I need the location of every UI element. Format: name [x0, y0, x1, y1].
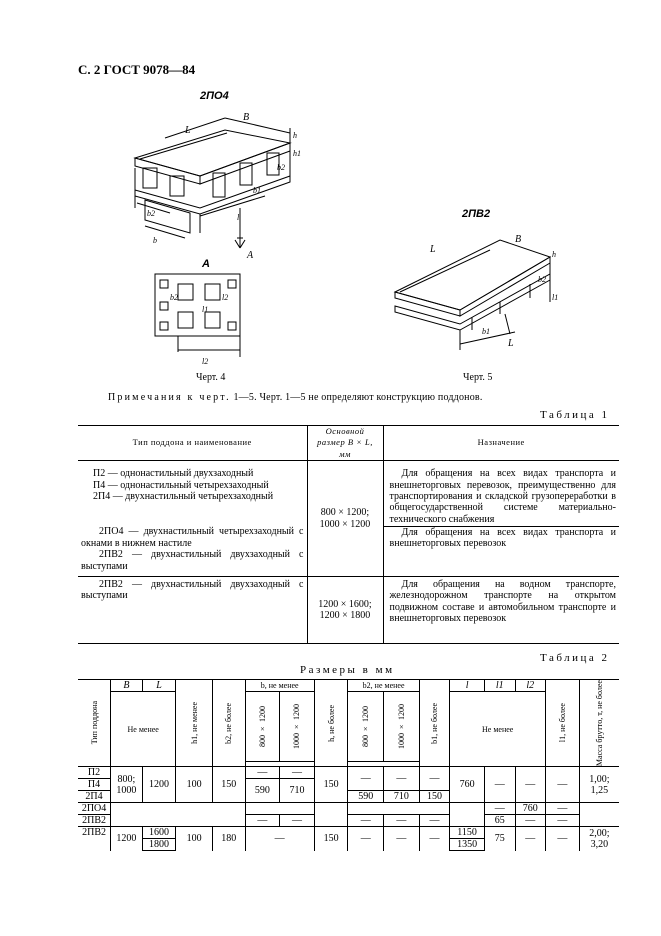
t2-h-type: Тип поддона	[89, 701, 99, 745]
t2-dash: —	[419, 767, 450, 791]
t2-dash: —	[245, 767, 280, 779]
t1-size-a: 800 × 1200; 1000 × 1200	[307, 461, 383, 577]
t2-dash: —	[280, 815, 315, 827]
t2-dash: —	[280, 767, 315, 779]
t2-h-mass: Масса брутто, т, не более	[594, 680, 604, 767]
t1-header-purpose: Назначение	[383, 426, 619, 461]
svg-text:l2: l2	[222, 293, 229, 302]
t2-h-b2m800: 800 × 1200	[361, 706, 371, 748]
t2-dash: —	[348, 767, 384, 791]
page-header: С. 2 ГОСТ 9078—84	[78, 62, 196, 77]
t2-L-g1: 1200	[142, 767, 176, 803]
t2-b1000-g1: 710	[280, 779, 315, 803]
t2-dash: —	[484, 803, 515, 815]
t2-h-g2: 150	[314, 827, 348, 851]
t2-h-b2max: b2, не более	[224, 702, 234, 744]
t2-b2-g2: 180	[212, 827, 245, 851]
t2-dash: —	[245, 815, 280, 827]
t1-header-type: Тип поддона и наименование	[78, 426, 307, 461]
t2-dash: —	[546, 803, 580, 815]
t2-dash: —	[484, 767, 515, 803]
svg-text:b: b	[153, 236, 157, 245]
t1-purpose-3: Для обращения на водном транспорте, железнодорожном транспорте на открытом подвижном составе и автомобильном транспорте и внешнеторговых перевозок	[383, 577, 619, 644]
t2-h-b1max: b1, не более	[430, 702, 440, 744]
t1-purpose-1: Для обращения на всех видах транспорта и внешнеторговых перевозок, преимущественно для транспортирования и складской грузопереработки в общегосударственной системе материально-технического снабжения	[383, 461, 619, 527]
t2-h-h1: h1, не менее	[189, 702, 199, 744]
t2-L-g2b: 1800	[142, 839, 176, 851]
svg-text:l: l	[237, 213, 240, 222]
table-2	[78, 679, 619, 851]
t2-h-l: l	[450, 680, 485, 692]
t2-h-b1000: 1000 × 1200	[292, 704, 302, 750]
fig5-label: 2ПВ2	[462, 208, 491, 220]
svg-text:A: A	[247, 250, 254, 261]
t2-type-p4: П4	[78, 779, 111, 791]
svg-text:b1: b1	[482, 327, 490, 336]
t2-type-2p4: 2П4	[78, 791, 111, 803]
t1-type-2pv2: 2ПВ2 — двухнастильный двухзаходный с выступами	[81, 549, 304, 572]
t1-purpose-2: Для обращения на всех видах транспорта и внешнеторговых перевозок	[383, 526, 619, 576]
t1-type-p4: П4 — однонастильный четырехзаходный	[93, 479, 269, 491]
svg-text:B: B	[243, 112, 250, 123]
t2-dash: —	[515, 767, 546, 803]
t2-type-p2: П2	[78, 767, 111, 779]
t2-h-hmax: h, не более	[326, 704, 336, 742]
t2-h-b800: 800 × 1200	[257, 706, 267, 748]
svg-text:L: L	[185, 125, 191, 136]
t1-type-2pv2-large: 2ПВ2 — двухнастильный двухзаходный с выступами	[78, 577, 307, 644]
svg-text:b2: b2	[147, 209, 155, 218]
t2-h-b2min: b2, не менее	[348, 680, 419, 692]
table1-caption: Таблица 1	[540, 409, 610, 421]
t2-h-l1: l1	[484, 680, 515, 692]
t2-mass-g2: 2,00; 3,20	[579, 827, 619, 851]
pallet-2po4-drawing	[125, 108, 305, 273]
notes	[108, 392, 483, 403]
t2-dash: —	[546, 827, 580, 851]
t2-dash: —	[348, 815, 384, 827]
t2-type-2pv2: 2ПВ2	[78, 815, 111, 827]
t2-h-notless-BL: Не менее	[111, 692, 176, 767]
t2-L-g2a: 1600	[142, 827, 176, 839]
t2-dash: —	[384, 815, 420, 827]
svg-text:b1: b1	[253, 186, 261, 195]
svg-text:b2: b2	[538, 275, 546, 284]
svg-text:L: L	[508, 338, 514, 349]
t2-dash: —	[419, 827, 450, 851]
fig4-caption: Черт. 4	[196, 372, 226, 383]
notes-text: 1—5. Черт. 1—5 не определяют конструкцию поддонов.	[233, 392, 483, 403]
t2-dash: —	[515, 815, 546, 827]
t2-h-g1: 150	[314, 767, 348, 803]
t2-dash: —	[384, 827, 420, 851]
t1-type-p2: П2 — однонастильный двухзаходный	[93, 468, 254, 480]
t2-h1-g1: 100	[176, 767, 213, 803]
t2-h-L: L	[142, 680, 176, 692]
t2-b2m1000: 710	[384, 791, 420, 803]
t2-l-g1: 760	[450, 767, 485, 803]
t2-b2m800: 590	[348, 791, 384, 803]
t2-type-2pv2-large: 2ПВ2	[78, 827, 111, 851]
svg-text:l1: l1	[202, 305, 209, 314]
svg-text:l2: l2	[202, 357, 209, 366]
t2-type-2po4: 2ПО4	[78, 803, 111, 815]
t2-dash: —	[348, 827, 384, 851]
t2-h-notless-l: Не менее	[450, 692, 546, 767]
t2-l1-2pv2: 65	[484, 815, 515, 827]
t2-h-B: B	[111, 680, 143, 692]
t1-type-2po4: 2ПО4 — двухнастильный четырехзаходный с окнами в нижнем настиле	[81, 526, 304, 549]
t2-h-l1max: l1, не более	[557, 703, 567, 743]
t2-dash: —	[546, 767, 580, 803]
t2-l2-2po4: 760	[515, 803, 546, 815]
t2-dash: —	[419, 815, 450, 827]
fig4-label: 2ПО4	[200, 90, 229, 102]
view-a-drawing	[150, 272, 260, 382]
svg-text:B: B	[515, 234, 522, 245]
t1-header-size: Основной размер B × L, мм	[307, 426, 383, 461]
t1-type-2p4: 2П4 — двухнастильный четырехзаходный	[93, 491, 274, 503]
t2-l1-g2: 75	[484, 827, 515, 851]
t2-dash: —	[384, 767, 420, 791]
svg-text:L: L	[430, 244, 436, 255]
t2-h-bmin: b, не менее	[245, 680, 314, 692]
t1-size-b: 1200 × 1600; 1200 × 1800	[307, 577, 383, 644]
t2-b1-2p4: 150	[419, 791, 450, 803]
t2-l-g2a: 1150	[450, 827, 485, 839]
t2-h-l2: l2	[515, 680, 546, 692]
svg-text:h: h	[293, 131, 297, 140]
svg-text:l1: l1	[552, 293, 559, 302]
t2-b2-g1: 150	[212, 767, 245, 803]
t2-dash: —	[515, 827, 546, 851]
svg-text:h: h	[552, 250, 556, 259]
view-a-label: A	[202, 258, 210, 270]
t2-l-g2b: 1350	[450, 839, 485, 851]
pallet-2pv2-drawing	[390, 222, 570, 372]
svg-text:b2: b2	[277, 163, 285, 172]
t2-h-b2m1000: 1000 × 1200	[396, 704, 406, 750]
svg-text:b2: b2	[170, 293, 178, 302]
table2-caption: Таблица 2	[540, 652, 610, 664]
svg-text:h1: h1	[293, 149, 301, 158]
table2-title: Размеры в мм	[300, 664, 395, 676]
t2-B-g1: 800; 1000	[111, 767, 143, 803]
notes-lead: Примечания к черт.	[108, 392, 231, 403]
t2-B-g2: 1200	[111, 827, 143, 851]
t2-h1-g2: 100	[176, 827, 213, 851]
t2-mass-g1: 1,00; 1,25	[579, 767, 619, 803]
t2-dash: —	[546, 815, 580, 827]
table-1	[78, 425, 619, 644]
fig5-caption: Черт. 5	[463, 372, 493, 383]
t2-b800-g1: 590	[245, 779, 280, 803]
t2-dash: —	[245, 827, 314, 851]
